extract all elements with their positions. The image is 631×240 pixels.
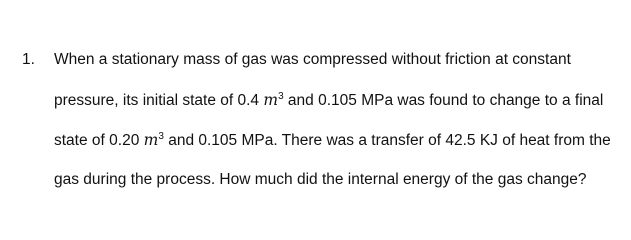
volume-exponent-1: 3 bbox=[278, 91, 284, 102]
volume-unit-1: m bbox=[263, 91, 279, 109]
line-3-text-b: and 0.105 MPa. There was a transfer of 42.5 KJ of heat from the bbox=[163, 132, 611, 149]
problem-number: 1. bbox=[22, 51, 35, 68]
volume-unit-2: m bbox=[143, 131, 159, 149]
volume-exponent-2: 3 bbox=[158, 131, 164, 142]
problem-line-1: When a stationary mass of gas was compressed without friction at constant bbox=[54, 51, 571, 68]
line-2-text-a: pressure, its initial state of 0.4 bbox=[54, 92, 264, 109]
line-2-text-b: and 0.105 MPa was found to change to a final bbox=[283, 92, 604, 109]
problem-line-2 bbox=[54, 90, 603, 111]
problem-line-4: gas during the process. How much did the internal energy of the gas change? bbox=[54, 171, 587, 188]
line-3-text-a: state of 0.20 bbox=[54, 132, 144, 149]
problem-line-3 bbox=[54, 130, 611, 151]
